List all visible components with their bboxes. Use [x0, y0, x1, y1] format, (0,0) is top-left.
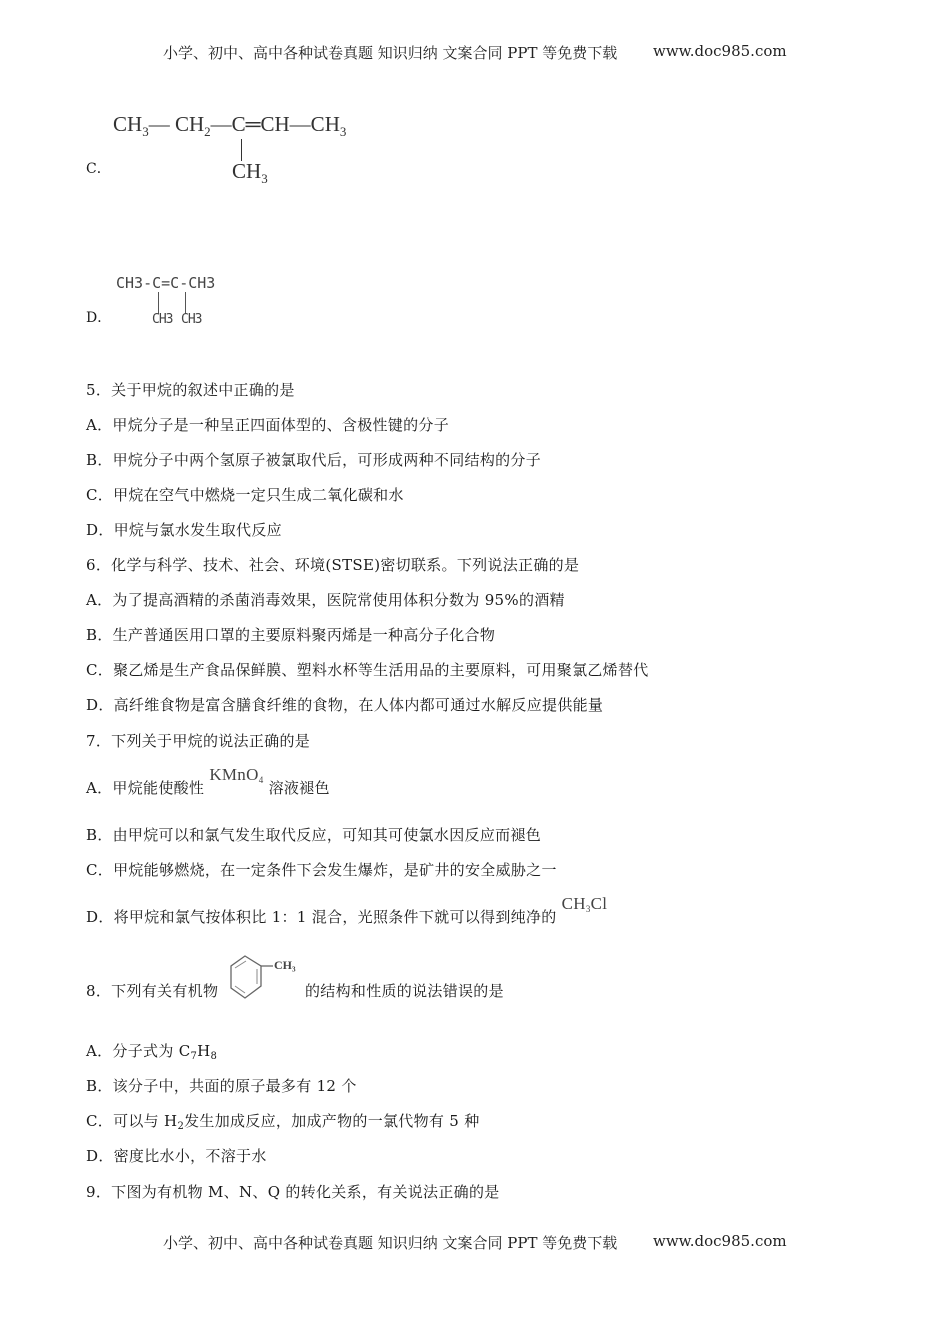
q8-option-a: A．分子式为 $C_7H_8$	[86, 1042, 218, 1062]
q5-stem: 5．关于甲烷的叙述中正确的是	[86, 381, 295, 399]
q7-stem: 7．下列关于甲烷的说法正确的是	[86, 732, 311, 750]
header-site-link[interactable]: www.doc985.com	[653, 42, 787, 60]
q5-option-d: D．甲烷与氯水发生取代反应	[86, 521, 282, 539]
q8-option-c: C．可以与 $H_2$发生加成反应，加成产物的一氯代物有 5 种	[86, 1112, 480, 1132]
page-footer	[163, 1232, 787, 1253]
footer-site-link[interactable]: www.doc985.com	[653, 1232, 787, 1250]
q8-stem-prefix: 8．下列有关有机物	[86, 982, 219, 1000]
toluene-ch3-label: CH₃	[274, 958, 296, 972]
q4-option-c-structure	[113, 112, 383, 192]
q4-c-main-chain: $CH_3—$ $CH_2—C═CH—CH_3$	[113, 112, 347, 139]
header-text: 小学、初中、高中各种试卷真题 知识归纳 文案合同 PPT 等免费下载	[163, 44, 618, 62]
q4-d-branch-left: CH3	[152, 312, 173, 327]
bond-line	[241, 139, 242, 161]
q4-c-branch: $CH_3$	[232, 159, 268, 186]
q7-option-d: D．将甲烷和氯气按体积比 1：1 混合，光照条件下就可以得到纯净的 $CH_3Cl$	[86, 894, 608, 926]
q9-stem: 9．下图为有机物 M、N、Q 的转化关系，有关说法正确的是	[86, 1183, 500, 1201]
q8-option-d: D．密度比水小，不溶于水	[86, 1147, 267, 1165]
q4-option-d-label: D．	[86, 310, 112, 326]
ch3cl-formula: $CH_3Cl$	[561, 894, 608, 914]
q6-option-a: A．为了提高酒精的杀菌消毒效果，医院常使用体积分数为 95%的酒精	[86, 591, 565, 609]
q6-option-c: C．聚乙烯是生产食品保鲜膜、塑料水杯等生活用品的主要原料，可用聚氯乙烯替代	[86, 661, 649, 679]
q5-option-b: B．甲烷分子中两个氢原子被氯取代后，可形成两种不同结构的分子	[86, 451, 542, 469]
q7-option-a: A．甲烷能使酸性 KMnO$_4$ 溶液褪色	[86, 765, 330, 797]
q7-option-b: B．由甲烷可以和氯气发生取代反应，可知其可使氯水因反应而褪色	[86, 826, 542, 844]
q4-d-main-chain: CH3-C=C-CH3	[116, 274, 216, 292]
q8-stem-suffix: 的结构和性质的说法错误的是	[305, 982, 504, 1000]
bond-line	[158, 292, 159, 314]
q7-option-c: C．甲烷能够燃烧，在一定条件下会发生爆炸，是矿井的安全威胁之一	[86, 861, 557, 879]
q6-option-d: D．高纤维食物是富含膳食纤维的食物，在人体内都可通过水解反应提供能量	[86, 696, 604, 714]
q6-stem: 6．化学与科学、技术、社会、环境(STSE)密切联系。下列说法正确的是	[86, 556, 580, 574]
q6-option-b: B．生产普通医用口罩的主要原料聚丙烯是一种高分子化合物	[86, 626, 496, 644]
toluene-structure-icon	[228, 952, 308, 1004]
bond-line	[185, 292, 186, 314]
q8-option-b: B．该分子中，共面的原子最多有 12 个	[86, 1077, 357, 1095]
q4-option-c-label: C．	[86, 161, 111, 177]
q5-option-c: C．甲烷在空气中燃烧一定只生成二氧化碳和水	[86, 486, 404, 504]
page-header	[163, 42, 787, 63]
q4-d-branch-right: CH3	[181, 312, 202, 327]
q5-option-a: A．甲烷分子是一种呈正四面体型的、含极性键的分子	[86, 416, 450, 434]
kmno4-formula: KMnO$_4$	[209, 765, 264, 785]
q4-option-d-structure	[116, 274, 246, 334]
footer-text: 小学、初中、高中各种试卷真题 知识归纳 文案合同 PPT 等免费下载	[163, 1234, 618, 1252]
